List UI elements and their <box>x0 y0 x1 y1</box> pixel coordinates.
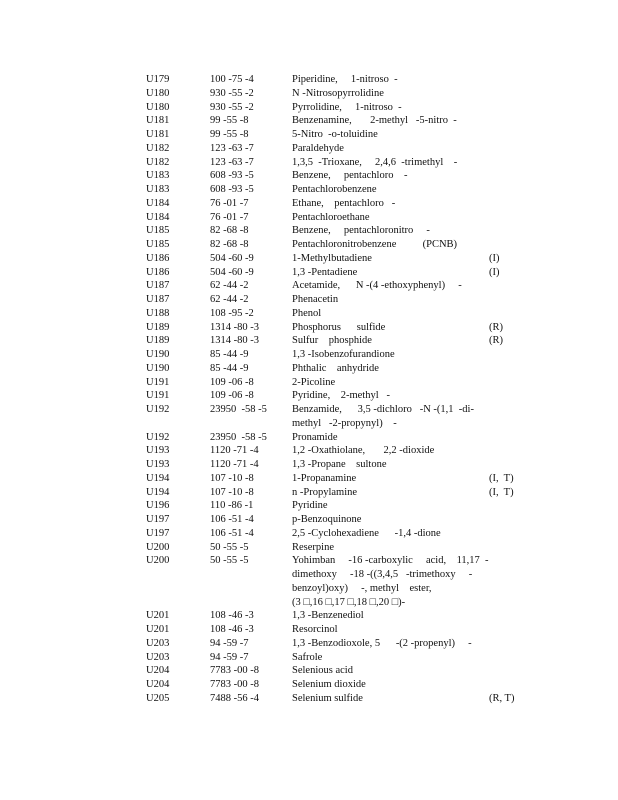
substance-name <box>292 73 398 87</box>
substance-name <box>292 252 372 266</box>
waste-code: U194 <box>146 486 170 498</box>
substance-name-line: Acetamide, N -(4 -ethoxyphenyl) - <box>292 280 462 292</box>
table-row <box>0 307 618 321</box>
substance-name-line: Benzene, pentachloronitro - <box>292 225 430 237</box>
waste-code: U192 <box>146 431 170 443</box>
hazard-code: (I, T) <box>489 472 514 484</box>
cas-number: 94 -59 -7 <box>210 637 249 649</box>
substance-name-line: Selenious acid <box>292 665 353 677</box>
cas-number: 109 -06 -8 <box>210 376 254 388</box>
cas-number: 108 -46 -3 <box>210 624 254 635</box>
table-row <box>0 224 618 238</box>
hazard-code: (I, T) <box>489 486 514 498</box>
waste-code: U181 <box>146 115 170 127</box>
table-row <box>0 389 618 403</box>
substance-name-line: N -Nitrosopyrrolidine <box>292 87 384 99</box>
cas-number: 50 -55 -5 <box>210 541 249 553</box>
substance-name <box>292 279 462 293</box>
table-row <box>0 678 618 692</box>
substance-name <box>292 156 457 170</box>
substance-name <box>292 334 372 348</box>
table-row <box>0 692 618 706</box>
substance-name <box>292 183 377 197</box>
cas-number: 100 -75 -4 <box>210 74 254 85</box>
table-row <box>0 527 618 541</box>
waste-code: U181 <box>146 129 170 140</box>
hazard-code: (I) <box>489 252 500 264</box>
cas-number: 504 -60 -9 <box>210 266 254 278</box>
cas-number: 76 -01 -7 <box>210 211 249 223</box>
substance-name <box>292 87 384 101</box>
cas-number: 7783 -00 -8 <box>210 665 259 677</box>
waste-code: U196 <box>146 500 170 512</box>
waste-code: U203 <box>146 651 170 663</box>
substance-name-line: Phenacetin <box>292 294 339 305</box>
substance-name <box>292 664 353 678</box>
waste-code: U189 <box>146 335 170 347</box>
table-row <box>0 513 618 527</box>
table-row <box>0 101 618 115</box>
cas-number: 23950 -58 -5 <box>210 404 267 415</box>
cas-number: 50 -55 -5 <box>210 555 249 567</box>
cas-number: 109 -06 -8 <box>210 390 254 402</box>
cas-number: 107 -10 -8 <box>210 472 254 484</box>
table-row <box>0 431 618 445</box>
substance-name <box>292 169 407 183</box>
substance-name-line: dimethoxy -18 -((3,4,5 -trimethoxy - <box>292 569 473 580</box>
hazardous-waste-table <box>0 73 618 706</box>
cas-number: 99 -55 -8 <box>210 115 249 127</box>
cas-number: 106 -51 -4 <box>210 527 254 539</box>
substance-name <box>292 472 356 486</box>
substance-name <box>292 238 457 252</box>
table-row <box>0 156 618 170</box>
waste-code: U185 <box>146 239 170 250</box>
waste-code: U183 <box>146 184 170 195</box>
substance-name <box>292 101 402 115</box>
substance-name <box>292 678 366 692</box>
hazard-code: (R, T) <box>489 692 515 704</box>
substance-name <box>292 321 385 335</box>
substance-name-line: Pyridine <box>292 500 328 512</box>
waste-code: U201 <box>146 610 170 622</box>
substance-name-line: 1,3 -Benzodioxole, 5 -(2 -propenyl) - <box>292 637 472 649</box>
cas-number: 930 -55 -2 <box>210 101 254 113</box>
waste-code: U204 <box>146 665 170 677</box>
substance-name-line: n -Propylamine <box>292 486 358 498</box>
table-row <box>0 348 618 362</box>
waste-code: U204 <box>146 679 170 690</box>
substance-name-line: Pyrrolidine, 1-nitroso - <box>292 101 402 113</box>
table-row <box>0 403 618 431</box>
substance-name <box>292 389 390 403</box>
table-row <box>0 444 618 458</box>
substance-name-line: Benzene, pentachloro - <box>292 170 408 182</box>
cas-number: 62 -44 -2 <box>210 294 249 305</box>
waste-code: U191 <box>146 390 170 402</box>
substance-name <box>292 197 395 211</box>
table-row <box>0 114 618 128</box>
table-row <box>0 183 618 197</box>
substance-name-line: Pentachloroethane <box>292 211 370 223</box>
substance-name-line: Piperidine, 1-nitroso - <box>292 74 398 85</box>
cas-number: 1120 -71 -4 <box>210 459 259 470</box>
substance-name-line: Pronamide <box>292 431 338 443</box>
substance-name-line: Benzamide, 3,5 -dichloro -N -(1,1 -di- <box>292 404 474 415</box>
waste-code: U200 <box>146 555 170 567</box>
substance-name-line: 1,3 -Benzenediol <box>292 610 364 622</box>
substance-name-line: Selenium sulfide <box>292 692 363 704</box>
substance-name-line: Benzenamine, 2-methyl -5-nitro - <box>292 115 457 127</box>
waste-code: U187 <box>146 280 170 292</box>
table-row <box>0 637 618 651</box>
waste-code: U183 <box>146 170 170 182</box>
table-row <box>0 142 618 156</box>
substance-name <box>292 266 357 280</box>
cas-number: 608 -93 -5 <box>210 184 254 195</box>
substance-name <box>292 554 489 609</box>
table-row <box>0 266 618 280</box>
table-row <box>0 486 618 500</box>
table-row <box>0 169 618 183</box>
cas-number: 110 -86 -1 <box>210 500 254 512</box>
waste-code: U190 <box>146 349 170 360</box>
waste-code: U197 <box>146 514 170 525</box>
waste-code: U185 <box>146 225 170 237</box>
substance-name-line: Phthalic anhydride <box>292 362 379 374</box>
table-row <box>0 541 618 555</box>
substance-name-line: Sulfur phosphide <box>292 335 372 347</box>
substance-name <box>292 623 338 637</box>
waste-code: U191 <box>146 376 170 388</box>
substance-name-line: 5-Nitro -o-toluidine <box>292 129 378 140</box>
substance-name-line: 1,3,5 -Trioxane, 2,4,6 -trimethyl - <box>292 156 458 168</box>
waste-code: U184 <box>146 211 170 223</box>
waste-code: U179 <box>146 74 170 85</box>
cas-number: 7783 -00 -8 <box>210 679 259 690</box>
substance-name-line: Pentachloronitrobenzene (PCNB) <box>292 239 458 250</box>
substance-name <box>292 348 395 362</box>
waste-code: U180 <box>146 101 170 113</box>
cas-number: 123 -63 -7 <box>210 156 254 168</box>
substance-name <box>292 293 338 307</box>
cas-number: 23950 -58 -5 <box>210 431 267 443</box>
cas-number: 1314 -80 -3 <box>210 321 259 333</box>
cas-number: 108 -46 -3 <box>210 610 254 622</box>
hazard-code: (R) <box>489 335 503 347</box>
table-row <box>0 73 618 87</box>
substance-name-line: 1,3 -Propane sultone <box>292 459 387 470</box>
cas-number: 108 -95 -2 <box>210 307 254 319</box>
substance-name-line: 1,2 -Oxathiolane, 2,2 -dioxide <box>292 445 435 457</box>
substance-name-line: Yohimban -16 -carboxylic acid, 11,17 - <box>292 555 489 567</box>
cas-number: 1314 -80 -3 <box>210 335 259 347</box>
substance-name-line: 1,3 -Pentadiene <box>292 266 358 278</box>
substance-name-line: Reserpine <box>292 541 334 553</box>
table-row <box>0 664 618 678</box>
table-row <box>0 651 618 665</box>
hazard-code: (R) <box>489 321 503 333</box>
table-row <box>0 499 618 513</box>
substance-name <box>292 362 379 376</box>
table-row <box>0 554 618 609</box>
waste-code: U190 <box>146 362 170 374</box>
table-row <box>0 362 618 376</box>
substance-name-line: Selenium dioxide <box>292 679 366 690</box>
cas-number: 7488 -56 -4 <box>210 692 259 704</box>
table-row <box>0 279 618 293</box>
substance-name <box>292 486 357 500</box>
substance-name-line: methyl -2-propynyl) - <box>292 417 397 429</box>
substance-name-line: Ethane, pentachloro - <box>292 197 396 209</box>
table-row <box>0 87 618 101</box>
waste-code: U187 <box>146 294 170 305</box>
substance-name <box>292 651 322 665</box>
substance-name <box>292 609 364 623</box>
substance-name <box>292 637 472 651</box>
cas-number: 1120 -71 -4 <box>210 445 259 457</box>
table-row <box>0 609 618 623</box>
cas-number: 608 -93 -5 <box>210 170 254 182</box>
waste-code: U201 <box>146 624 170 635</box>
waste-code: U182 <box>146 142 170 154</box>
substance-name-line: (3 □,16 □,17 □,18 □,20 □)- <box>292 596 406 608</box>
substance-name <box>292 307 321 321</box>
substance-name <box>292 376 335 390</box>
waste-code: U194 <box>146 472 170 484</box>
substance-name <box>292 458 387 472</box>
substance-name <box>292 128 378 142</box>
substance-name-line: 1-Methylbutadiene <box>292 252 372 264</box>
substance-name <box>292 224 430 238</box>
substance-name-line: benzoyl)oxy) -, methyl ester, <box>292 582 432 594</box>
substance-name <box>292 541 334 555</box>
table-row <box>0 334 618 348</box>
substance-name-line: 1-Propanamine <box>292 472 357 484</box>
table-row <box>0 321 618 335</box>
substance-name-line: Pentachlorobenzene <box>292 184 377 195</box>
cas-number: 106 -51 -4 <box>210 514 254 525</box>
waste-code: U193 <box>146 445 170 457</box>
hazard-code: (I) <box>489 266 500 278</box>
substance-name <box>292 211 370 225</box>
waste-code: U186 <box>146 252 170 264</box>
waste-code: U192 <box>146 404 170 415</box>
substance-name-line: Resorcinol <box>292 624 338 635</box>
cas-number: 76 -01 -7 <box>210 197 249 209</box>
waste-code: U186 <box>146 266 170 278</box>
substance-name-line: Paraldehyde <box>292 142 344 154</box>
cas-number: 94 -59 -7 <box>210 651 249 663</box>
table-row <box>0 458 618 472</box>
substance-name <box>292 444 434 458</box>
cas-number: 62 -44 -2 <box>210 280 249 292</box>
cas-number: 930 -55 -2 <box>210 87 254 99</box>
substance-name-line: Phenol <box>292 307 322 319</box>
substance-name-line: Pyridine, 2-methyl - <box>292 390 390 402</box>
substance-name <box>292 142 344 156</box>
substance-name <box>292 114 457 128</box>
table-row <box>0 238 618 252</box>
substance-name-line: Phosphorus sulfide <box>292 321 386 333</box>
cas-number: 82 -68 -8 <box>210 239 249 250</box>
table-row <box>0 197 618 211</box>
substance-name <box>292 527 441 541</box>
table-row <box>0 293 618 307</box>
waste-code: U184 <box>146 197 170 209</box>
waste-code: U182 <box>146 156 170 168</box>
cas-number: 85 -44 -9 <box>210 362 249 374</box>
substance-name-line: p-Benzoquinone <box>292 514 362 525</box>
table-row <box>0 128 618 142</box>
substance-name-line: 2-Picoline <box>292 376 336 388</box>
waste-code: U197 <box>146 527 170 539</box>
waste-code: U188 <box>146 307 170 319</box>
table-row <box>0 376 618 390</box>
waste-code: U200 <box>146 541 170 553</box>
substance-name <box>292 692 363 706</box>
waste-code: U205 <box>146 692 170 704</box>
waste-code: U189 <box>146 321 170 333</box>
table-row <box>0 211 618 225</box>
substance-name-line: 2,5 -Cyclohexadiene -1,4 -dione <box>292 527 441 539</box>
substance-name <box>292 513 361 527</box>
table-row <box>0 472 618 486</box>
cas-number: 82 -68 -8 <box>210 225 249 237</box>
substance-name <box>292 403 474 431</box>
waste-code: U203 <box>146 637 170 649</box>
substance-name-line: Safrole <box>292 651 323 663</box>
cas-number: 504 -60 -9 <box>210 252 254 264</box>
cas-number: 107 -10 -8 <box>210 486 254 498</box>
table-row <box>0 252 618 266</box>
substance-name-line: 1,3 -Isobenzofurandione <box>292 349 395 360</box>
cas-number: 123 -63 -7 <box>210 142 254 154</box>
table-row <box>0 623 618 637</box>
waste-code: U180 <box>146 87 170 99</box>
waste-code: U193 <box>146 459 170 470</box>
substance-name <box>292 499 328 513</box>
cas-number: 99 -55 -8 <box>210 129 249 140</box>
substance-name <box>292 431 338 445</box>
cas-number: 85 -44 -9 <box>210 349 249 360</box>
